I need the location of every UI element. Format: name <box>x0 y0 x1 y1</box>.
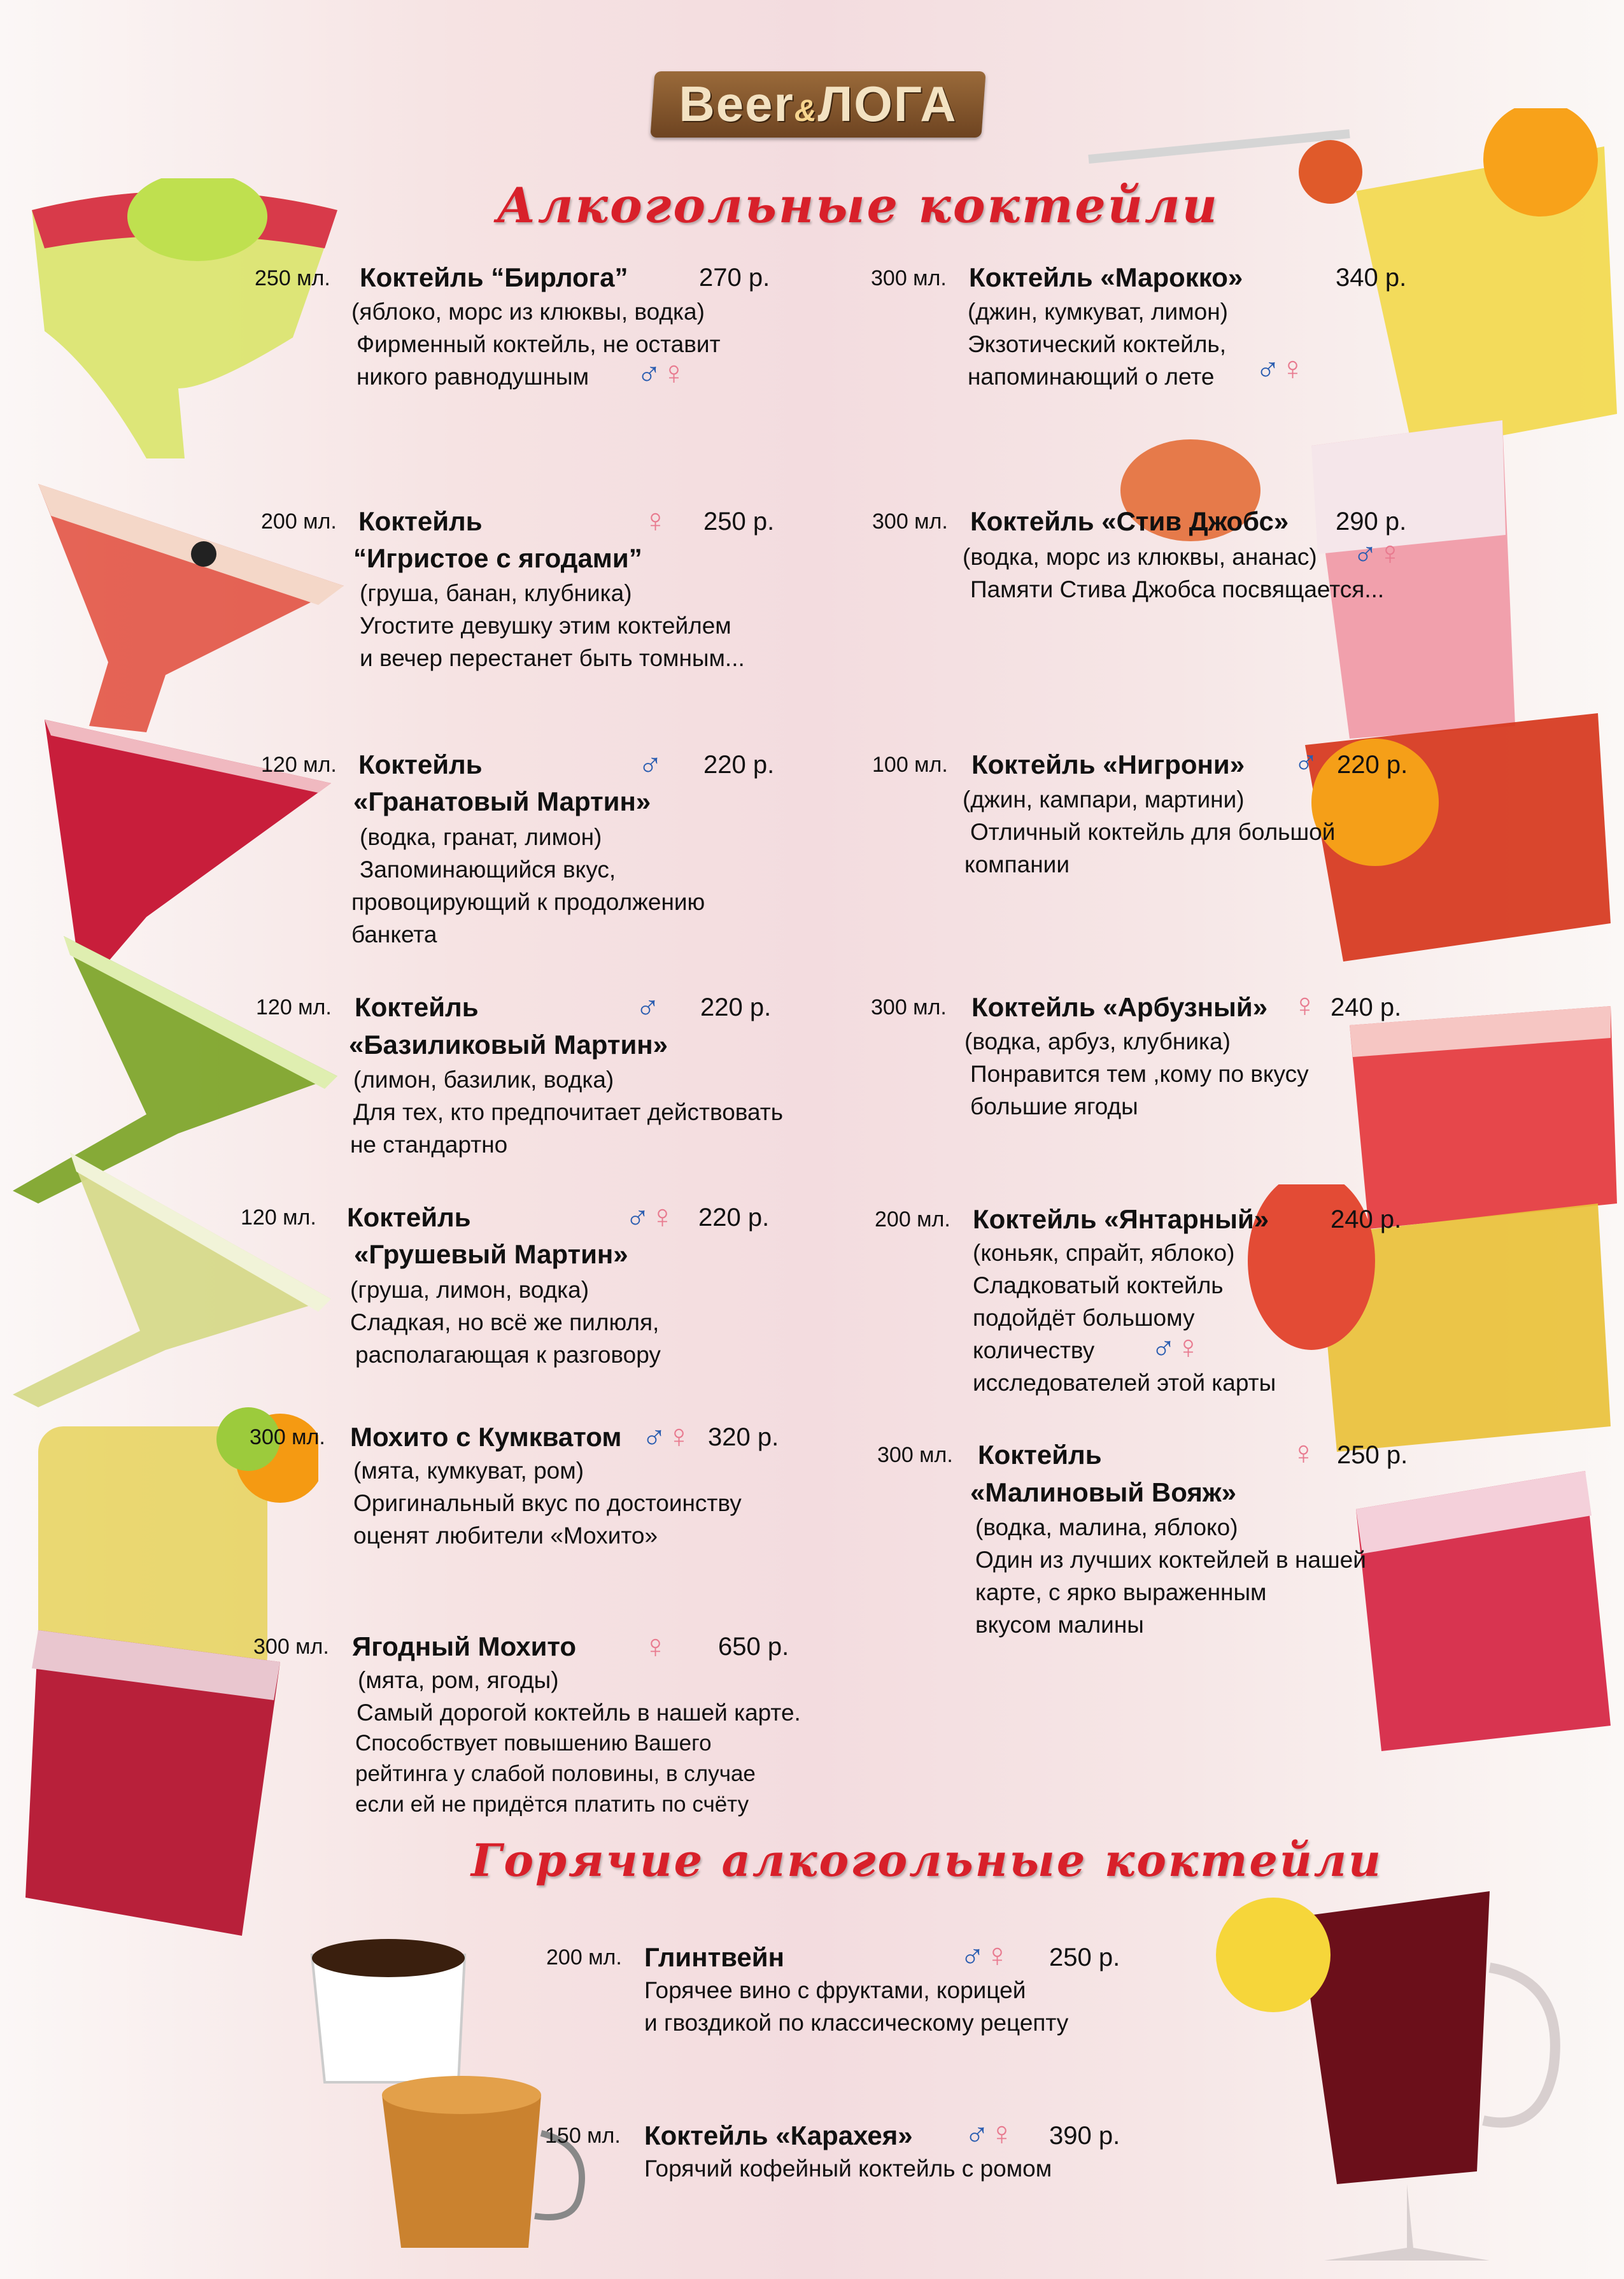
menu-item-description: количеству <box>973 1337 1095 1363</box>
menu-item-name: «Базиликовый Мартин» <box>349 1030 668 1060</box>
male-sign-icon: ♂ <box>1294 743 1318 780</box>
menu-item-description: рейтинга у слабой половины, в случае <box>355 1761 756 1786</box>
menu-item-ingredients: (джин, кумкуват, лимон) <box>968 299 1228 325</box>
menu-item-ingredients: (водка, гранат, лимон) <box>360 824 602 850</box>
menu-item-price: 650 р. <box>718 1633 789 1661</box>
male-sign-icon: ♂ <box>635 988 660 1025</box>
female-sign-icon: ♀ <box>1280 350 1305 387</box>
menu-item-description: располагающая к разговору <box>355 1342 661 1368</box>
male-sign-icon: ♂ <box>1353 535 1378 572</box>
menu-item-price: 340 р. <box>1336 264 1407 292</box>
menu-item-description: большие ягоды <box>970 1093 1138 1119</box>
menu-item-price: 250 р. <box>703 508 775 536</box>
female-sign-icon: ♀ <box>661 355 686 392</box>
menu-item-description: исследователей этой карты <box>973 1370 1276 1396</box>
logo-word-loga: ЛОГА <box>817 76 957 132</box>
logo-word-beer: Beer <box>679 76 794 132</box>
gender-icons <box>1353 537 1402 570</box>
logo <box>653 64 984 145</box>
menu-item-name: Коктейль «Карахея» <box>644 2120 913 2150</box>
menu-item-price: 270 р. <box>699 264 770 292</box>
menu-item-volume: 300 мл. <box>253 1635 329 1659</box>
menu-item-ingredients: (водка, малина, яблоко) <box>975 1514 1238 1540</box>
gender-icons <box>1291 1437 1316 1470</box>
menu-item-name: Коктейль «Янтарный» <box>973 1204 1269 1234</box>
menu-item-description: и гвоздикой по классическому рецепту <box>644 2010 1069 2036</box>
gender-icons <box>625 1200 675 1233</box>
female-sign-icon: ♀ <box>1292 987 1317 1024</box>
menu-item-name: Коктейль «Арбузный» <box>971 992 1268 1022</box>
male-sign-icon: ♂ <box>1255 350 1280 387</box>
menu-item-name: Коктейль <box>978 1440 1102 1470</box>
menu-item-price: 290 р. <box>1336 508 1407 536</box>
gender-icons <box>964 2117 1014 2150</box>
female-sign-icon: ♀ <box>1176 1329 1201 1366</box>
menu-item-description: оценят любители «Мохито» <box>353 1523 658 1549</box>
menu-item-description: Оригинальный вкус по достоинству <box>353 1490 742 1516</box>
menu-item-ingredients: (джин, кампари, мартини) <box>963 786 1245 813</box>
pear-martini-illustration <box>0 1140 344 1407</box>
menu-item-description: провоцирующий к продолжению <box>351 889 705 915</box>
menu-item-name: Ягодный Мохито <box>352 1631 577 1661</box>
menu-item-name: Коктейль <box>358 506 483 536</box>
gender-icons <box>642 1420 691 1453</box>
male-sign-icon: ♂ <box>637 355 661 392</box>
female-sign-icon: ♀ <box>1378 535 1402 572</box>
menu-item-description: и вечер перестанет быть томным... <box>360 645 745 671</box>
menu-item-price: 220 р. <box>698 1203 770 1232</box>
menu-item-description: карте, с ярко выраженным <box>975 1579 1267 1605</box>
menu-item-ingredients: (водка, арбуз, клубника) <box>964 1028 1231 1054</box>
margarita-glass-illustration <box>19 178 350 471</box>
menu-item-description: подойдёт большому <box>973 1305 1195 1331</box>
female-sign-icon: ♀ <box>985 1937 1010 1974</box>
menu-item-description: Горячий кофейный коктейль с ромом <box>644 2155 1052 2182</box>
menu-item-description: Памяти Стива Джобса посвящается... <box>970 576 1385 602</box>
menu-item-description: компании <box>964 851 1070 877</box>
menu-item-price: 220 р. <box>1337 751 1408 779</box>
female-sign-icon: ♀ <box>643 502 668 539</box>
menu-item-volume: 300 мл. <box>871 266 947 290</box>
menu-item-ingredients: (яблоко, морс из клюквы, водка) <box>351 299 705 325</box>
menu-item-description: Один из лучших коктейлей в нашей <box>975 1547 1366 1573</box>
menu-item-name: Коктейль «Марокко» <box>969 262 1243 292</box>
menu-item-volume: 250 мл. <box>255 266 330 290</box>
gender-icons <box>960 1939 1010 1972</box>
menu-item-volume: 200 мл. <box>875 1207 950 1232</box>
menu-item-ingredients: (мята, кумкуват, ром) <box>353 1458 584 1484</box>
menu-item-description: Запоминающийся вкус, <box>360 856 616 883</box>
female-sign-icon: ♀ <box>1291 1435 1316 1472</box>
menu-item-volume: 120 мл. <box>261 753 337 777</box>
menu-item-description: напоминающий о лете <box>968 364 1215 390</box>
menu-item-name: Коктейль <box>358 749 483 779</box>
menu-item-description: Отличный коктейль для большой <box>970 819 1336 845</box>
menu-item-ingredients: (груша, лимон, водка) <box>350 1277 590 1303</box>
menu-item-price: 320 р. <box>708 1423 779 1451</box>
menu-item-volume: 120 мл. <box>241 1205 316 1230</box>
menu-item-price: 250 р. <box>1049 1943 1120 1971</box>
gender-icons <box>1292 989 1317 1022</box>
menu-item-description: если ей не придётся платить по счёту <box>355 1792 749 1817</box>
menu-item-description: вкусом малины <box>975 1612 1144 1638</box>
menu-item-name: Коктейль <box>355 992 479 1022</box>
menu-item-description: Для тех, кто предпочитает действовать <box>353 1099 784 1125</box>
menu-item-price: 390 р. <box>1049 2122 1120 2150</box>
gender-icons <box>1294 745 1318 778</box>
menu-item-name: Мохито с Кумкватом <box>350 1422 622 1452</box>
menu-item-price: 220 р. <box>700 993 772 1021</box>
menu-item-name: Коктейль “Бирлога” <box>360 262 628 292</box>
female-sign-icon: ♀ <box>989 2115 1014 2152</box>
menu-item-volume: 150 мл. <box>545 2124 621 2148</box>
mulled-wine-glass-illustration <box>1197 1866 1624 2279</box>
menu-item-volume: 120 мл. <box>256 995 332 1019</box>
menu-item-volume: 200 мл. <box>261 509 337 534</box>
menu-item-ingredients: (лимон, базилик, водка) <box>353 1067 614 1093</box>
menu-item-description: Экзотический коктейль, <box>968 331 1226 357</box>
male-sign-icon: ♂ <box>625 1198 650 1235</box>
gender-icons <box>635 990 660 1023</box>
menu-item-name: “Игристое с ягодами” <box>353 543 642 573</box>
menu-item-name: «Гранатовый Мартин» <box>353 786 651 816</box>
berry-sparkling-glass-illustration <box>0 458 357 739</box>
female-sign-icon: ♀ <box>650 1198 675 1235</box>
menu-item-name: Глинтвейн <box>644 1942 784 1972</box>
menu-item-description: Горячее вино с фруктами, корицей <box>644 1977 1026 2003</box>
menu-item-name: «Грушевый Мартин» <box>354 1239 628 1269</box>
gender-icons <box>1151 1331 1201 1364</box>
section-title-alcoholic: Алкогольные коктейли <box>497 177 1219 234</box>
menu-item-ingredients: (водка, морс из клюквы, ананас) <box>963 544 1317 570</box>
male-sign-icon: ♂ <box>960 1937 985 1974</box>
amber-cocktail-illustration <box>1241 1184 1624 1465</box>
gender-icons <box>1255 352 1305 385</box>
logo-ampersand: & <box>794 94 818 128</box>
male-sign-icon: ♂ <box>1151 1329 1176 1366</box>
female-sign-icon: ♀ <box>667 1418 691 1455</box>
menu-item-volume: 100 мл. <box>872 753 948 777</box>
menu-item-ingredients: (мята, ром, ягоды) <box>358 1667 559 1693</box>
menu-item-ingredients: (коньяк, спрайт, яблоко) <box>973 1240 1235 1266</box>
gender-icons <box>643 504 668 537</box>
raspberry-voyage-illustration <box>1331 1458 1624 1764</box>
menu-item-volume: 300 мл. <box>250 1425 325 1449</box>
menu-item-description: Понравится тем ,кому по вкусу <box>970 1061 1309 1087</box>
female-sign-icon: ♀ <box>643 1628 668 1665</box>
gender-icons <box>643 1630 668 1663</box>
logo-text <box>653 75 984 133</box>
menu-item-volume: 300 мл. <box>872 509 948 534</box>
menu-item-description: Сладковатый коктейль <box>973 1272 1224 1298</box>
male-sign-icon: ♂ <box>964 2115 989 2152</box>
menu-item-name: Коктейль <box>347 1202 471 1232</box>
menu-item-description: Сладкая, но всё же пилюля, <box>350 1309 660 1335</box>
gender-icons <box>637 357 686 390</box>
menu-item-description: Самый дорогой коктейль в нашей карте. <box>357 1700 801 1726</box>
gender-icons <box>638 748 663 781</box>
menu-item-name: Коктейль «Нигрони» <box>971 749 1245 779</box>
male-sign-icon: ♂ <box>642 1418 667 1455</box>
menu-item-volume: 200 мл. <box>546 1945 622 1970</box>
menu-item-description: Способствует повышению Вашего <box>355 1731 712 1756</box>
menu-item-description: никого равнодушным <box>357 364 590 390</box>
menu-item-volume: 300 мл. <box>871 995 947 1019</box>
male-sign-icon: ♂ <box>638 746 663 783</box>
menu-item-description: не стандартно <box>350 1132 508 1158</box>
menu-item-price: 250 р. <box>1337 1441 1408 1469</box>
section-title-hot: Горячие алкогольные коктейли <box>471 1834 1383 1887</box>
menu-item-description: Угостите девушку этим коктейлем <box>360 613 731 639</box>
tea-cup-illustration <box>369 2057 598 2273</box>
menu-item-price: 240 р. <box>1331 1205 1402 1233</box>
menu-item-name: Коктейль «Стив Джобс» <box>970 506 1289 536</box>
menu-item-price: 220 р. <box>703 751 775 779</box>
menu-item-ingredients: (груша, банан, клубника) <box>360 580 632 606</box>
menu-item-description: банкета <box>351 921 437 948</box>
menu-item-price: 240 р. <box>1331 993 1402 1021</box>
menu-item-description: Фирменный коктейль, не оставит <box>357 331 721 357</box>
menu-item-volume: 300 мл. <box>877 1443 953 1467</box>
menu-item-name: «Малиновый Вояж» <box>970 1477 1236 1507</box>
